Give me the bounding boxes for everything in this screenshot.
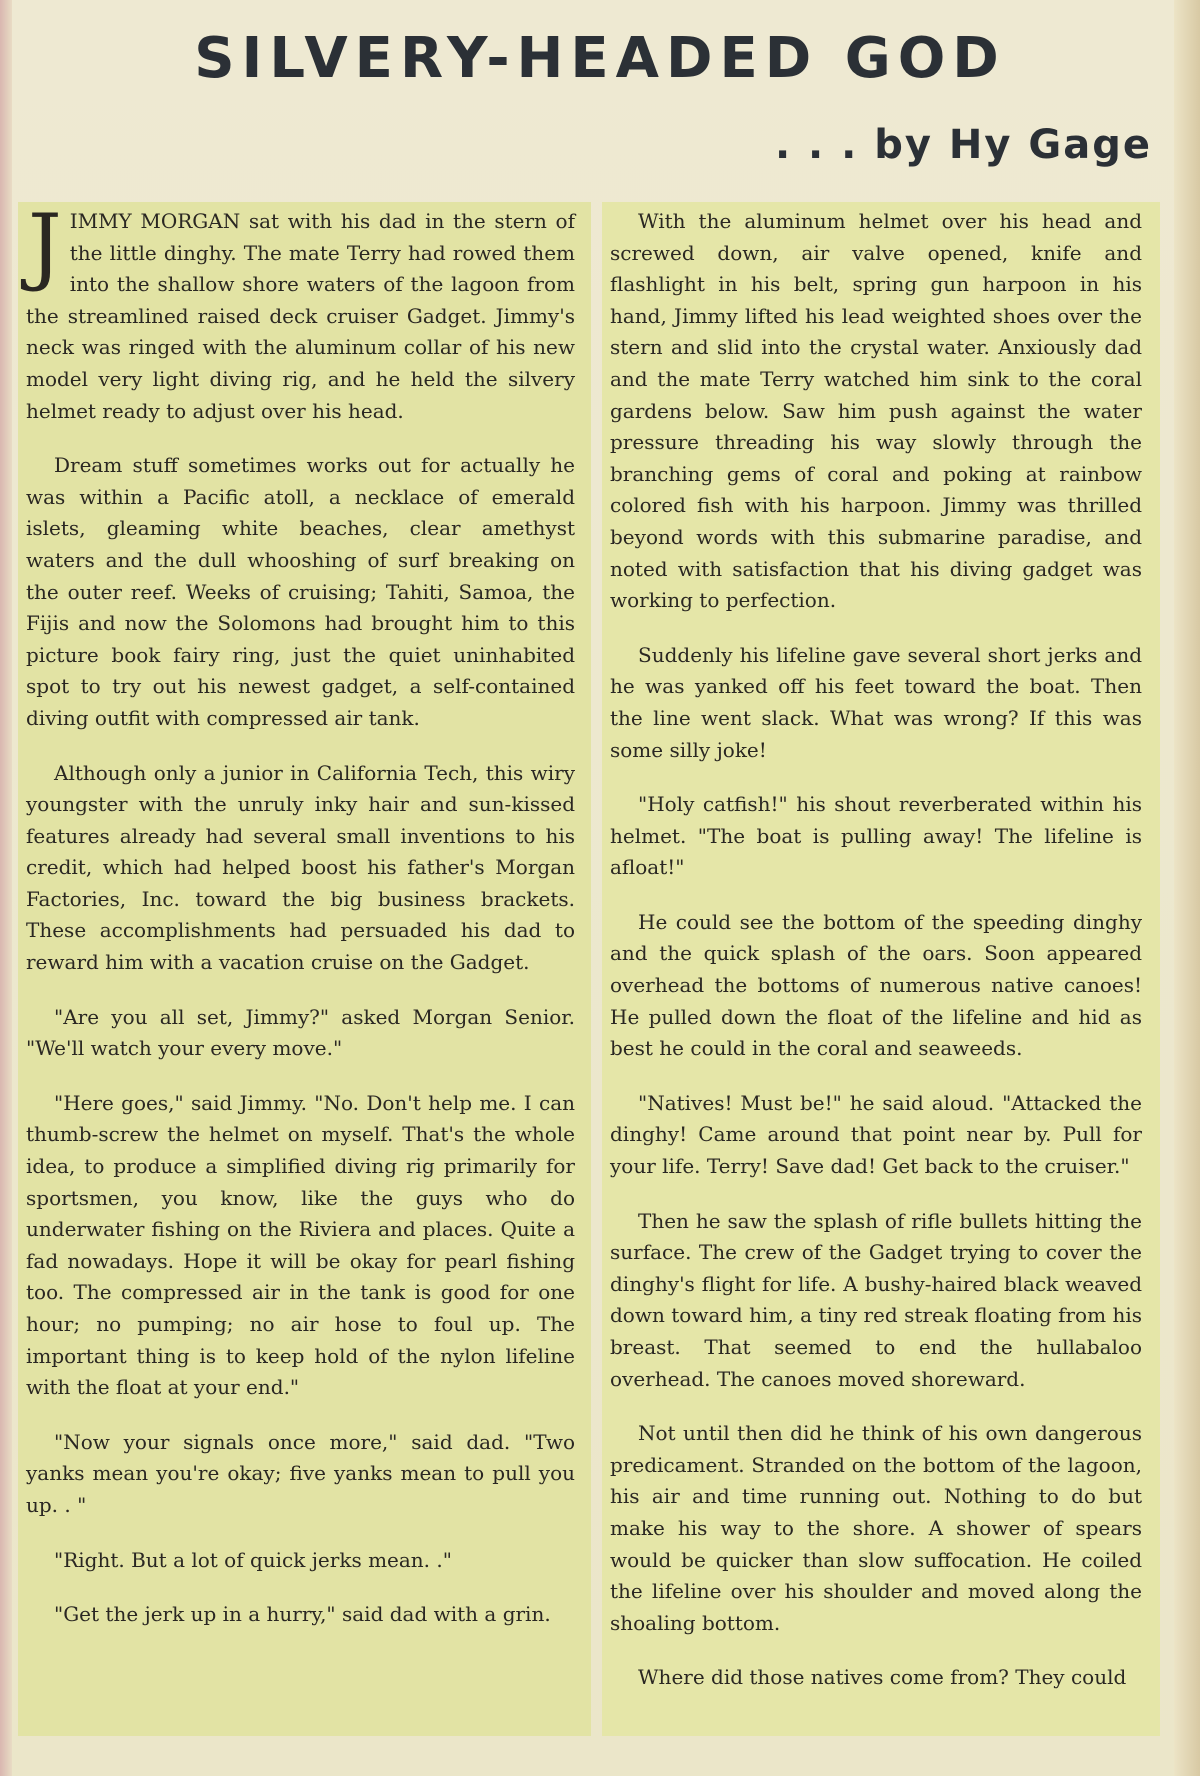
paragraph: With the aluminum helmet over his head and screwed down, air valve opened, knife and flashlight in his belt, spring gun harpoon in his hand, Jimmy lifted his lead weighted shoes over the stern and slid into the crystal water. Anxiously dad and the mate Terry watched him sink to the coral gardens below. Saw him push against the water pressure threading his way slowly through the branching gems of coral and poking at rainbow colored fish with his harpoon. Jimmy was thrilled beyond words with this submarine paradise, and noted with satisfaction that his diving gadget was working to perfection.	[610, 209, 1142, 613]
paragraph: "Here goes," said Jimmy. "No. Don't help me. I can thumb-screw the helmet on myself. That's the whole idea, to produce a simplified diving rig primarily for sportsmen, you know, like the guys who do underwater fishing on the Riviera and places. Quite a fad nowadays. Hope it will be okay for pearl fishing too. The compressed air in the tank is good for one hour; no pumping; no air hose to foul up. The important thing is to keep hold of the nylon lifeline with the float at your end."	[26, 1090, 575, 1400]
page-edge-right	[1174, 0, 1200, 1776]
paragraph: "Holy catfish!" his shout reverberated within his helmet. "The boat is pulling away! The lifeline is afloat!"	[610, 792, 1142, 880]
paragraph: JIMMY MORGAN sat with his dad in the stern of the little dinghy. The mate Terry had rowed them into the shallow shore waters of the lagoon from the streamlined raised deck cruiser Gadget. Jimmy's neck was ringed with the aluminum collar of his new model very light diving rig, and he held the silvery helmet ready to adjust over his head.	[26, 196, 575, 423]
paragraph: Then he saw the splash of rifle bullets hitting the surface. The crew of the Gadget trying to cover the dinghy's flight for life. A bushy-haired black weaved down toward him, a tiny red streak floating from his breast. That seemed to end the hullabaloo overhead. The canoes moved shoreward.	[610, 1208, 1142, 1391]
paragraph: Suddenly his lifeline gave several short jerks and he was yanked off his feet toward the boat. Then the line went slack. What was wrong? If this was some silly joke!	[610, 642, 1142, 762]
left-column	[18, 196, 591, 1736]
paragraph: Where did those natives come from? They could	[638, 1665, 1127, 1690]
paragraph: "Are you all set, Jimmy?" asked Morgan Senior. "We'll watch your every move."	[26, 1004, 575, 1061]
paragraph: Dream stuff sometimes works out for actually he was within a Pacific atoll, a necklace of emerald islets, gleaming white beaches, clear amethyst waters and the dull whooshing of surf breaking on the outer reef. Weeks of cruising; Tahiti, Samoa, the Fijis and now the Solomons had brought him to this picture book fairy ring, just the quiet uninhabited spot to try out his newest gadget, a self-contained diving outfit with compressed air tank.	[26, 453, 575, 730]
author-byline: . . . by Hy Gage	[774, 122, 1152, 168]
paragraph: Not until then did he think of his own dangerous predicament. Stranded on the bottom of the lagoon, his air and time running out. Nothing to do but make his way to the shore. A shower of spears would be quicker than slow suffocation. He coiled the lifeline over his shoulder and moved along the shoaling bottom.	[610, 1421, 1142, 1635]
paragraph: He could see the bottom of the speeding dinghy and the quick splash of the oars. Soon appeared overhead the bottoms of numerous native canoes! He pulled down the float of the lifeline and hid as best he could in the coral and seaweeds.	[610, 909, 1142, 1061]
paragraph: "Right. But a lot of quick jerks mean. ."	[54, 1547, 452, 1572]
story-title: SILVERY-HEADED GOD	[194, 26, 1006, 91]
paragraph: Although only a junior in California Tech, this wiry youngster with the unruly inky hair and sun-kissed features already had several small inventions to his credit, which had helped boost his father's Morgan Factories, Inc. toward the big business brackets. These accomplishments had persuaded his dad to reward him with a vacation cruise on the Gadget.	[26, 760, 575, 975]
paragraph: "Get the jerk up in a hurry," said dad with a grin.	[54, 1602, 551, 1627]
paragraph: "Natives! Must be!" he said aloud. "Attacked the dinghy! Came around that point near by. Pull for your life. Terry! Save dad! Get back to the cruiser."	[610, 1090, 1142, 1179]
paragraph: "Now your signals once more," said dad. "Two yanks mean you're okay; five yanks mean to pull you up. . "	[26, 1429, 575, 1517]
right-column	[602, 202, 1160, 1736]
page-edge-left	[0, 0, 12, 1776]
drop-cap: J	[28, 196, 62, 294]
